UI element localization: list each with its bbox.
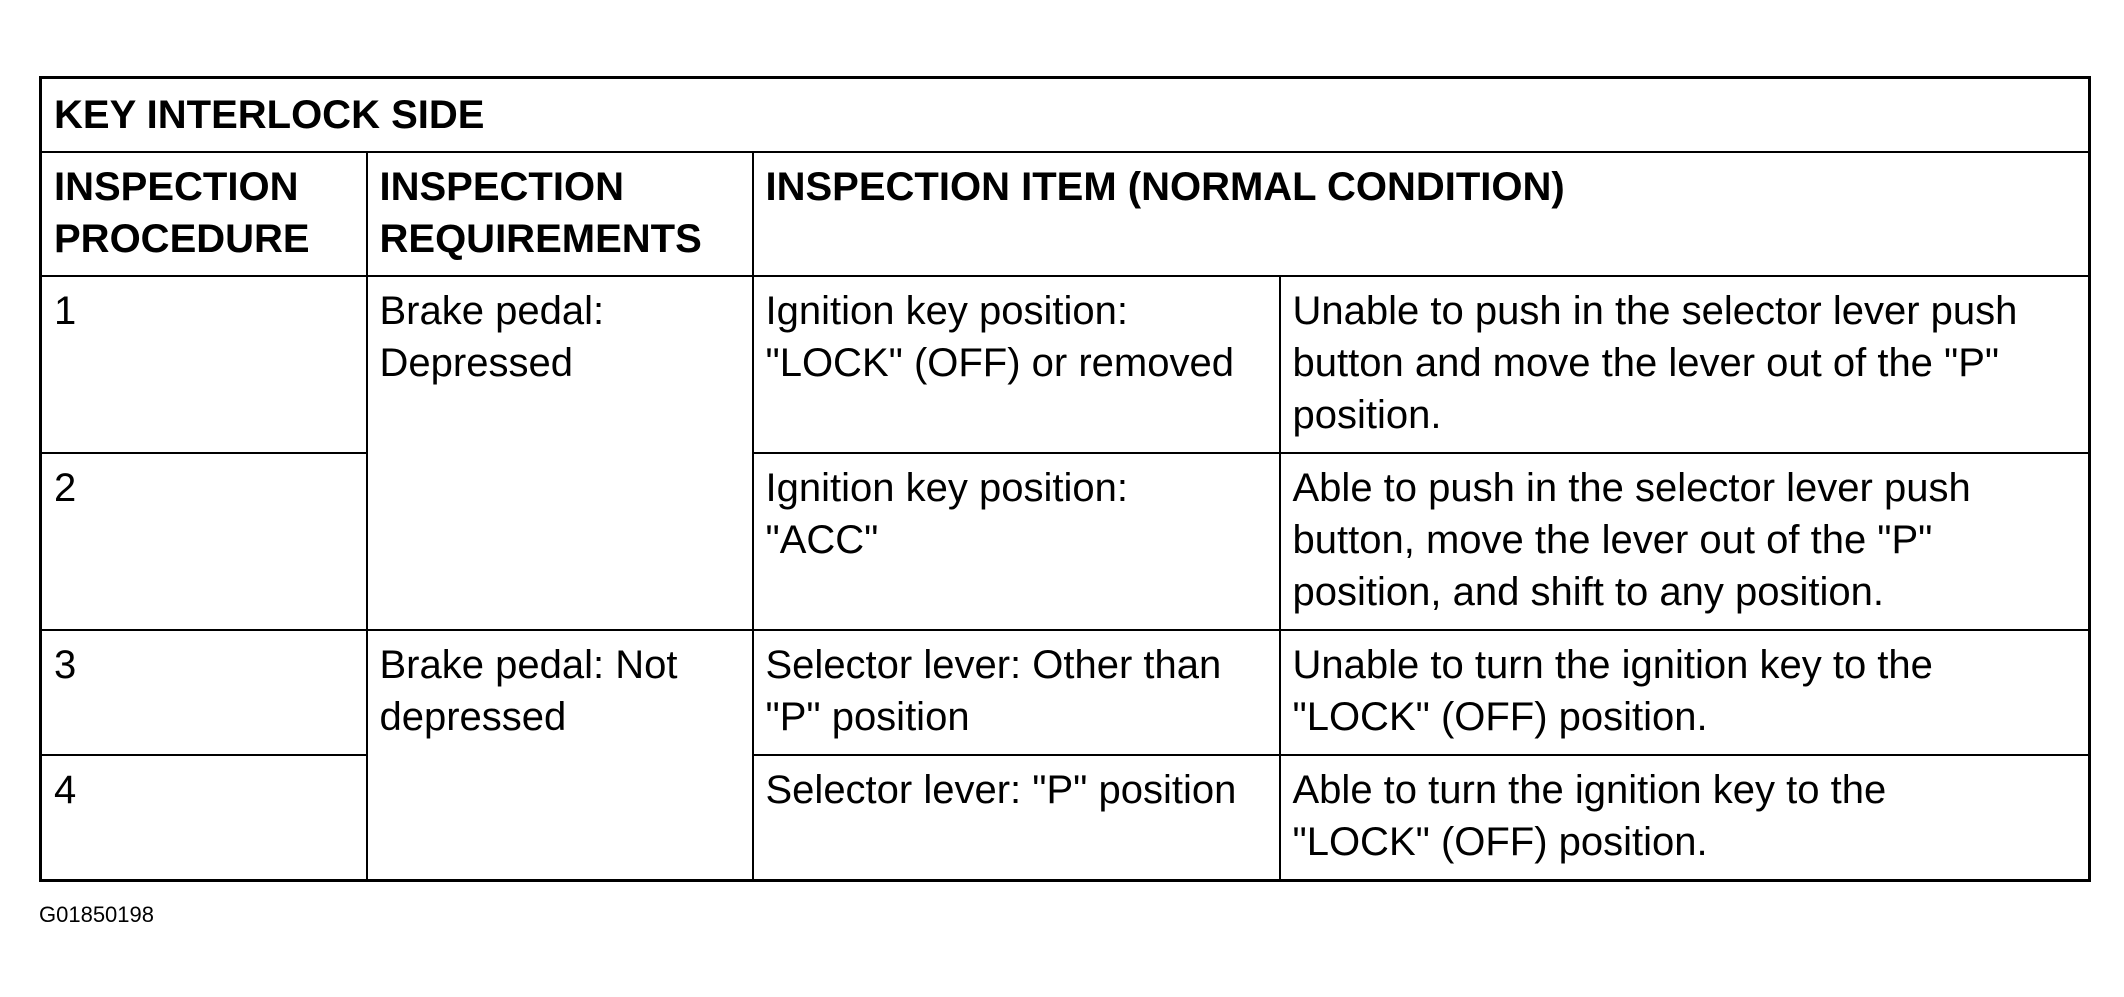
header-procedure-line2: PROCEDURE <box>54 217 310 261</box>
condition-line1: Unable to push in the selector lever push <box>1292 289 2018 333</box>
table-row <box>41 453 2090 630</box>
table-row <box>41 276 2090 453</box>
header-requirements-line1: INSPECTION <box>379 165 624 209</box>
condition-line2: "LOCK" (OFF) position. <box>1292 820 1708 864</box>
requirement-line2: Depressed <box>379 341 573 385</box>
condition-cell <box>1280 630 2090 755</box>
header-inspection-item: INSPECTION ITEM (NORMAL CONDITION) <box>753 152 2090 276</box>
condition-line3: position, and shift to any position. <box>1292 570 1884 614</box>
procedure-cell: 1 <box>41 276 367 453</box>
item-cell <box>753 755 1280 880</box>
item-cell <box>753 453 1280 630</box>
procedure-cell: 3 <box>41 630 367 755</box>
procedure-cell: 4 <box>41 755 367 880</box>
table-row <box>41 755 2090 880</box>
condition-line2: "LOCK" (OFF) position. <box>1292 695 1708 739</box>
table-header-row <box>41 152 2090 276</box>
header-procedure-line1: INSPECTION <box>54 165 299 209</box>
requirement-line1: Brake pedal: Not <box>379 643 678 687</box>
condition-line1: Unable to turn the ignition key to the <box>1292 643 1933 687</box>
requirement-cell <box>367 276 753 630</box>
condition-line3: position. <box>1292 393 1442 437</box>
procedure-cell: 2 <box>41 453 367 630</box>
header-requirements-line2: REQUIREMENTS <box>379 217 702 261</box>
item-line1: Ignition key position: <box>765 466 1128 510</box>
requirement-line1: Brake pedal: <box>379 289 605 333</box>
header-inspection-requirements <box>367 152 753 276</box>
requirement-line2: depressed <box>379 695 567 739</box>
item-cell <box>753 276 1280 453</box>
item-line1: Ignition key position: <box>765 289 1128 333</box>
condition-cell <box>1280 453 2090 630</box>
key-interlock-inspection-table <box>39 76 2091 882</box>
item-line2: "ACC" <box>765 518 879 562</box>
requirement-cell <box>367 630 753 880</box>
item-line2: "LOCK" (OFF) or removed <box>765 341 1234 385</box>
table-title: KEY INTERLOCK SIDE <box>41 78 2090 153</box>
condition-line2: button, move the lever out of the "P" <box>1292 518 1933 562</box>
table-row <box>41 630 2090 755</box>
table-title-row <box>41 78 2090 153</box>
item-line2: "P" position <box>765 695 970 739</box>
figure-reference-id: G01850198 <box>39 902 154 927</box>
condition-line1: Able to turn the ignition key to the <box>1292 768 1887 812</box>
condition-line2: button and move the lever out of the "P" <box>1292 341 2000 385</box>
item-cell <box>753 630 1280 755</box>
condition-line1: Able to push in the selector lever push <box>1292 466 1971 510</box>
item-line1: Selector lever: Other than <box>765 643 1222 687</box>
header-inspection-procedure <box>41 152 367 276</box>
item-line1: Selector lever: "P" position <box>765 768 1237 812</box>
condition-cell <box>1280 276 2090 453</box>
condition-cell <box>1280 755 2090 880</box>
